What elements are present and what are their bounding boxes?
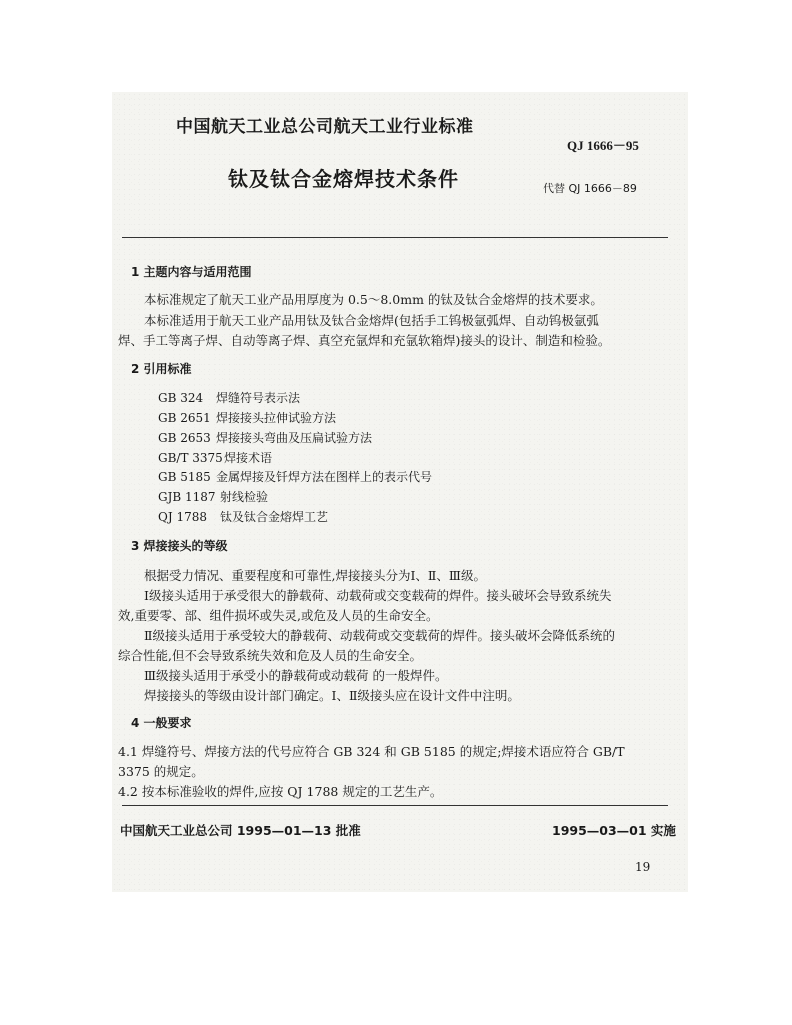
section-4-line: 4.2 按本标准验收的焊件,应按 QJ 1788 规定的工艺生产。 xyxy=(118,784,443,799)
reference-code: GB 2651 xyxy=(158,411,211,425)
reference-item xyxy=(158,468,432,485)
section-3-line: 焊接接头的等级由设计部门确定。Ⅰ、Ⅱ级接头应在设计文件中注明。 xyxy=(144,688,520,703)
reference-item xyxy=(158,508,328,525)
reference-name: 焊缝符号表示法 xyxy=(216,391,301,405)
section-1-line: 焊、手工等离子焊、自动等离子焊、真空充氩焊和充氩软箱焊)接头的设计、制造和检验。 xyxy=(118,333,611,348)
header-rule xyxy=(122,237,668,238)
section-3-line: 综合性能,但不会导致系统失效和危及人员的生命安全。 xyxy=(118,648,422,663)
section-3-heading: 3 焊接接头的等级 xyxy=(131,539,228,553)
reference-name: 金属焊接及钎焊方法在图样上的表示代号 xyxy=(216,470,433,484)
section-1-line: 本标准规定了航天工业产品用厚度为 0.5～8.0mm 的钛及钛合金熔焊的技术要求。 xyxy=(144,292,603,307)
section-4-heading: 4 一般要求 xyxy=(131,716,192,730)
section-2-heading: 2 引用标准 xyxy=(131,362,192,376)
reference-code: GJB 1187 xyxy=(158,490,216,504)
standard-code: QJ 1666－95 xyxy=(567,138,639,153)
reference-item xyxy=(158,409,336,426)
reference-item xyxy=(158,449,272,466)
reference-code: GB 2653 xyxy=(158,431,211,445)
reference-code: GB 324 xyxy=(158,391,204,405)
section-1-line: 本标准适用于航天工业产品用钛及钛合金熔焊(包括手工钨极氩弧焊、自动钨极氩弧 xyxy=(144,313,599,328)
org-standard-heading: 中国航天工业总公司航天工业行业标准 xyxy=(176,117,474,137)
reference-item xyxy=(158,429,372,446)
section-3-line: Ⅰ级接头适用于承受很大的静载荷、动载荷或交变载荷的焊件。接头破坏会导致系统失 xyxy=(144,588,612,603)
reference-code: QJ 1788 xyxy=(158,510,208,524)
reference-item xyxy=(158,389,300,406)
reference-name: 焊接接头拉伸试验方法 xyxy=(216,411,337,425)
section-3-line: 效,重要零、部、组件损坏或失灵,或危及人员的生命安全。 xyxy=(118,608,439,623)
section-3-line: Ⅲ级接头适用于承受小的静载荷或动载荷 的一般焊件。 xyxy=(144,668,448,683)
approval-date: 中国航天工业总公司 1995—01—13 批准 xyxy=(120,823,361,838)
effective-date: 1995—03—01 实施 xyxy=(552,823,676,838)
reference-name: 焊接接头弯曲及压扁试验方法 xyxy=(216,431,373,445)
document-title: 钛及钛合金熔焊技术条件 xyxy=(228,167,459,191)
reference-name: 钛及钛合金熔焊工艺 xyxy=(220,510,329,524)
footer-rule xyxy=(122,805,668,806)
section-3-line: 根据受力情况、重要程度和可靠性,焊接接头分为Ⅰ、Ⅱ、Ⅲ级。 xyxy=(144,568,486,583)
section-4-line: 4.1 焊缝符号、焊接方法的代号应符合 GB 324 和 GB 5185 的规定;焊接术语应符合 GB/T xyxy=(118,744,625,759)
replaces-note: 代替 QJ 1666－89 xyxy=(543,182,637,195)
page-number: 19 xyxy=(635,860,651,874)
reference-item xyxy=(158,488,268,505)
section-3-line: Ⅱ级接头适用于承受较大的静载荷、动载荷或交变载荷的焊件。接头破坏会降低系统的 xyxy=(144,628,615,643)
reference-code: GB 5185 xyxy=(158,470,211,484)
reference-name: 焊接术语 xyxy=(224,451,273,465)
section-1-heading: 1 主题内容与适用范围 xyxy=(131,265,252,279)
section-4-line: 3375 的规定。 xyxy=(118,764,204,779)
reference-name: 射线检验 xyxy=(220,490,269,504)
reference-code: GB/T 3375 xyxy=(158,451,223,465)
